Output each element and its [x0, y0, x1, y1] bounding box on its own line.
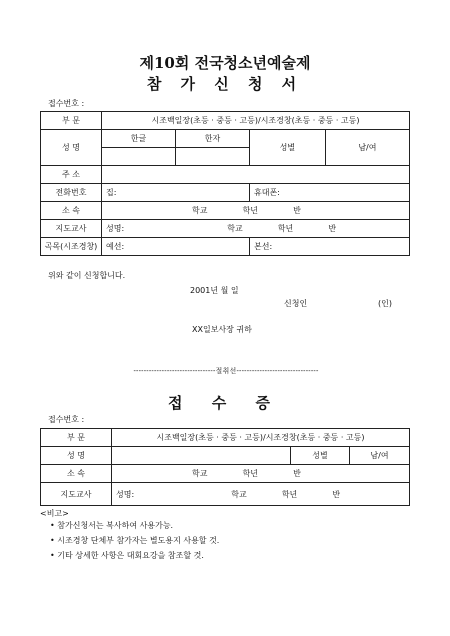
- notes-list: [50, 520, 219, 565]
- addressee: XX일보사장 귀하: [192, 325, 252, 334]
- teacher-school-label: 학교: [227, 224, 243, 233]
- receipt-division-label: 부 문: [41, 429, 112, 447]
- mobile-field[interactable]: 휴대폰:: [250, 184, 410, 202]
- form-title: 제10회 전국청소년예술제: [139, 54, 311, 72]
- class-label: 반: [293, 206, 301, 215]
- form-subtitle: 참 가 신 청 서: [146, 75, 304, 93]
- prelim-field[interactable]: 예선:: [102, 238, 250, 256]
- receipt-teacher-name-label: 성명:: [116, 489, 135, 499]
- receipt-school-label: 학교: [192, 469, 208, 478]
- notes-heading: <비고>: [40, 509, 69, 518]
- receipt-teacher-label: 지도교사: [41, 483, 112, 506]
- receipt-gender-label: 성별: [291, 447, 350, 465]
- receipt-title: 접 수 증: [168, 394, 282, 412]
- receipt-class-label: 반: [293, 469, 301, 478]
- receipt-name-field[interactable]: [112, 447, 291, 465]
- receipt-gender-value[interactable]: 남/여: [350, 447, 410, 465]
- home-phone-field[interactable]: 집:: [102, 184, 250, 202]
- hanja-name-field[interactable]: [176, 148, 250, 166]
- receipt-grade-label: 학년: [242, 469, 259, 478]
- seal-mark: (인): [378, 299, 392, 308]
- receipt-number-label: 접수번호 :: [48, 99, 85, 108]
- receipt-teacher-field[interactable]: [112, 483, 410, 506]
- korean-name-field[interactable]: [102, 148, 176, 166]
- receipt-teacher-class-label: 반: [332, 489, 341, 499]
- name-label: 성 명: [41, 130, 102, 166]
- division-label: 부 문: [41, 112, 102, 130]
- note-item: • 시조경창 단체부 참가자는 별도용지 사용할 것.: [50, 535, 219, 546]
- applicant-label: 신청인: [284, 299, 308, 308]
- affiliation-label: 소 속: [41, 202, 102, 220]
- grade-label: 학년: [242, 206, 259, 215]
- school-label: 학교: [192, 206, 208, 215]
- teacher-name-label: 성명:: [106, 224, 125, 233]
- date-line: 2001년 월 일: [190, 286, 239, 295]
- address-field[interactable]: [102, 166, 410, 184]
- korean-label: 한글: [102, 130, 176, 148]
- receipt-teacher-grade-label: 학년: [281, 489, 298, 499]
- gender-label: 성별: [250, 130, 326, 166]
- teacher-field[interactable]: [102, 220, 410, 238]
- phone-label: 전화번호: [41, 184, 102, 202]
- receipt-affiliation-label: 소 속: [41, 465, 112, 483]
- teacher-label: 지도교사: [41, 220, 102, 238]
- teacher-grade-label: 학년: [277, 224, 294, 233]
- receipt-number-label-2: 접수번호 :: [48, 415, 85, 424]
- receipt-affiliation-field[interactable]: [112, 465, 410, 483]
- cut-line: --------------------------------절취선--------------------------------: [133, 367, 319, 375]
- note-item: • 참가신청서는 복사하여 사용가능.: [50, 520, 219, 531]
- application-table: [40, 111, 410, 256]
- receipt-table: [40, 428, 410, 506]
- hanja-label: 한자: [176, 130, 250, 148]
- song-label: 곡목(시조경창): [41, 238, 102, 256]
- apply-statement: 위와 같이 신청합니다.: [48, 271, 126, 280]
- receipt-name-label: 성 명: [41, 447, 112, 465]
- affiliation-field[interactable]: [102, 202, 410, 220]
- address-label: 주 소: [41, 166, 102, 184]
- note-item: • 기타 상세한 사항은 대회요강을 참조할 것.: [50, 550, 219, 561]
- receipt-division-value[interactable]: 시조백일장(초등 · 중등 · 고등)/시조경창(초등 · 중등 · 고등): [112, 429, 410, 447]
- teacher-class-label: 반: [328, 224, 337, 233]
- receipt-teacher-school-label: 학교: [231, 489, 247, 499]
- division-value[interactable]: 시조백일장(초등 · 중등 · 고등)/시조경창(초등 · 중등 · 고등): [102, 112, 410, 130]
- final-field[interactable]: 본선:: [250, 238, 410, 256]
- gender-value[interactable]: 남/여: [325, 130, 409, 166]
